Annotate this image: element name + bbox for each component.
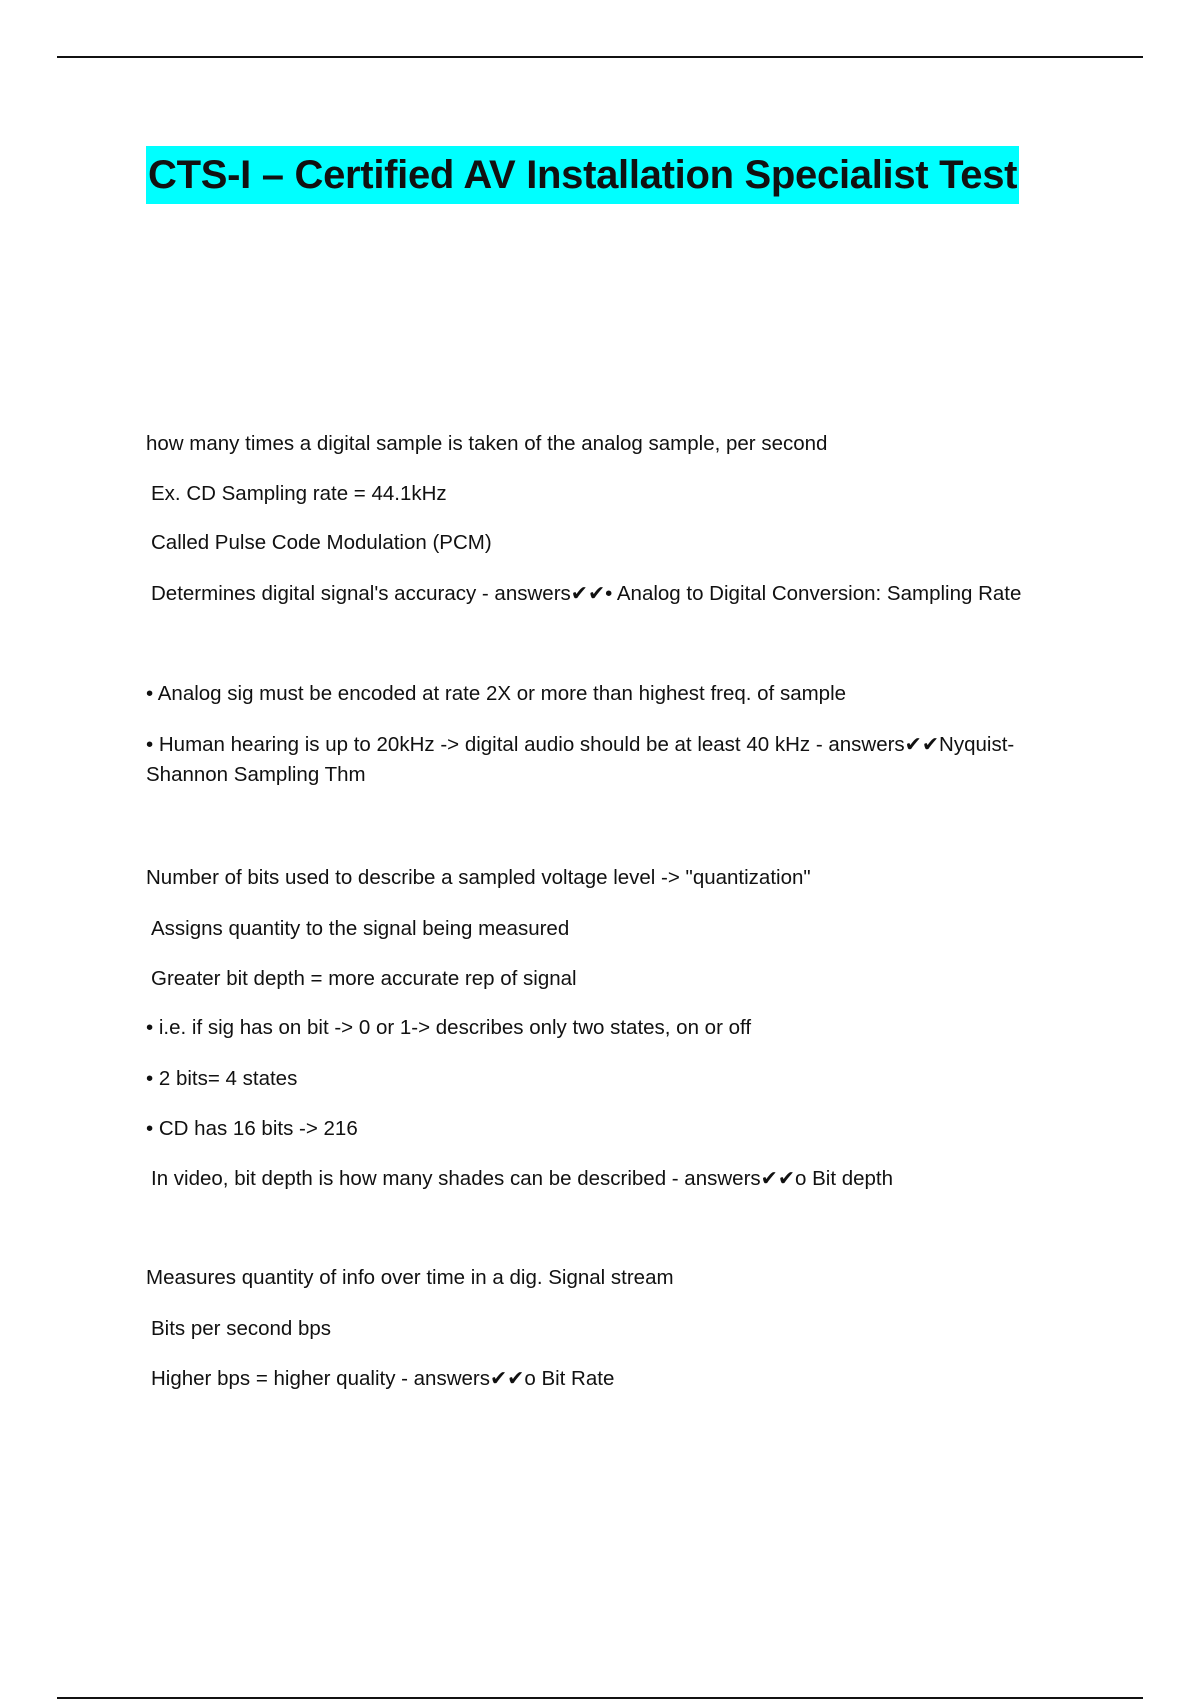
card-4-line-1: Measures quantity of info over time in a dig. Signal stream — [146, 1266, 674, 1289]
card-3-line-4: • i.e. if sig has on bit -> 0 or 1-> describes only two states, on or off — [146, 1016, 752, 1039]
card-2-answer-line: • Human hearing is up to 20kHz -> digital audio should be at least 40 kHz - answers✔✔Nyquist-Shannon Sampling Thm — [146, 733, 1015, 786]
title-block — [146, 146, 1019, 204]
card-3-line-5: • 2 bits= 4 states — [146, 1067, 298, 1090]
card-3-line-2: Assigns quantity to the signal being measured — [151, 917, 570, 940]
card-3-line-1: Number of bits used to describe a sampled voltage level -> "quantization" — [146, 866, 811, 889]
document-title: CTS-I – Certified AV Installation Specialist Test — [146, 146, 1019, 204]
card-1-line-2: Ex. CD Sampling rate = 44.1kHz — [151, 482, 447, 505]
card-1-line-3: Called Pulse Code Modulation (PCM) — [151, 531, 492, 554]
card-3-answer-line: In video, bit depth is how many shades can be described - answers✔✔o Bit depth — [151, 1167, 894, 1190]
card-3-line-3: Greater bit depth = more accurate rep of signal — [151, 967, 577, 990]
card-1-line-1: how many times a digital sample is taken of the analog sample, per second — [146, 432, 828, 455]
bottom-rule — [57, 1697, 1143, 1699]
card-1-answer-line: Determines digital signal's accuracy - answers✔✔• Analog to Digital Conversion: Sampling Rate — [151, 582, 1022, 605]
top-rule — [57, 56, 1143, 58]
card-4-answer-line: Higher bps = higher quality - answers✔✔o Bit Rate — [151, 1367, 615, 1390]
card-2-line-1: • Analog sig must be encoded at rate 2X or more than highest freq. of sample — [146, 682, 847, 705]
card-3-line-6: • CD has 16 bits -> 216 — [146, 1117, 358, 1140]
card-4-line-2: Bits per second bps — [151, 1317, 332, 1340]
